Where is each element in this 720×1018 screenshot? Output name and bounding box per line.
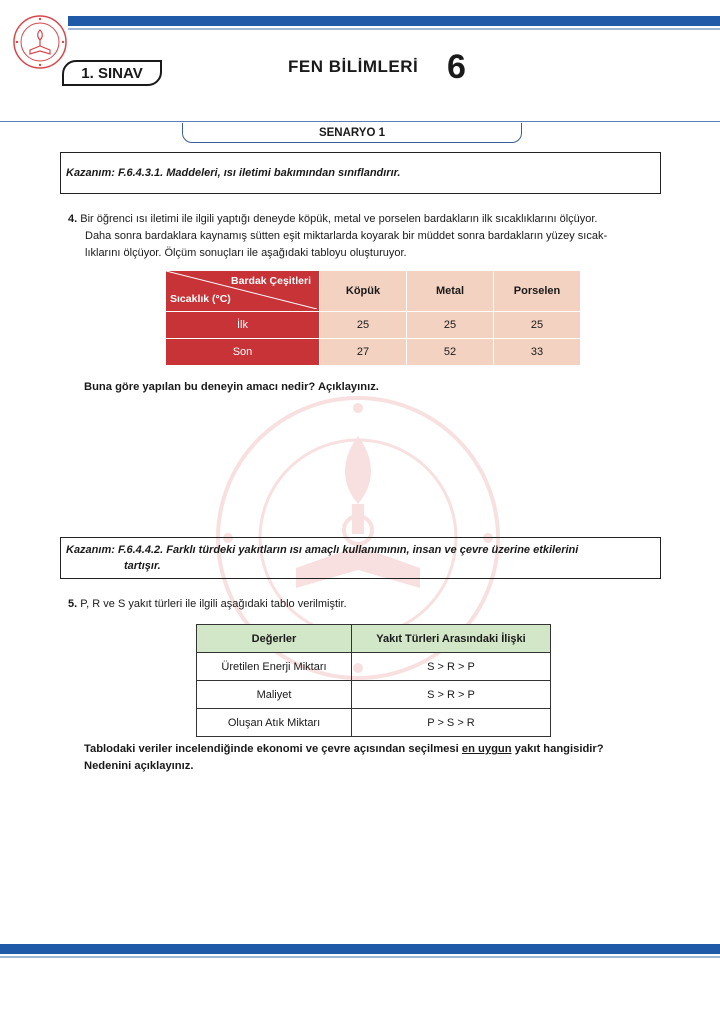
prompt-part: yakıt hangisidir? xyxy=(511,743,604,755)
scenario-title: SENARYO 1 xyxy=(182,123,522,143)
kazanim-line-2: tartışır. xyxy=(124,560,161,572)
prompt-part: Tablodaki veriler incelendiğinde ekonomi ve çevre açısından seçilmesi xyxy=(84,743,462,755)
table-row xyxy=(197,653,551,681)
exam-label: 1. SINAV xyxy=(62,60,162,86)
separator-line xyxy=(0,121,720,122)
table-cell: S > R > P xyxy=(352,681,551,709)
top-line xyxy=(68,28,720,30)
table-cell: 25 xyxy=(320,312,407,339)
question-number: 5. xyxy=(68,598,78,610)
corner-bottom-label: Sıcaklık (°C) xyxy=(170,293,231,305)
bottom-line xyxy=(0,956,720,958)
table-row xyxy=(166,339,581,366)
table-row xyxy=(197,709,551,737)
table-cell: Maliyet xyxy=(197,681,352,709)
table-row xyxy=(166,312,581,339)
column-header: Yakıt Türleri Arasındaki İlişki xyxy=(352,625,551,653)
kazanim-box-1: Kazanım: F.6.4.3.1. Maddeleri, ısı iletimi bakımından sınıflandırır. xyxy=(60,152,661,194)
question-line: Daha sonra bardaklara kaynamış sütten eşit miktarlarda koyarak bir müddet sonra bardakların yüzey sıcak- xyxy=(85,230,608,242)
table-cell: S > R > P xyxy=(352,653,551,681)
fuel-table xyxy=(196,624,551,737)
question-4-prompt: Buna göre yapılan bu deneyin amacı nedir? Açıklayınız. xyxy=(84,381,379,393)
table-cell: 25 xyxy=(407,312,494,339)
subject-title: FEN BİLİMLERİ xyxy=(288,57,419,76)
column-header: Köpük xyxy=(320,271,407,312)
table-row xyxy=(197,681,551,709)
question-number: 4. xyxy=(68,213,78,225)
column-header: Değerler xyxy=(197,625,352,653)
row-header: İlk xyxy=(166,312,320,339)
question-5-prompt xyxy=(84,741,604,775)
meb-logo-icon xyxy=(12,14,68,70)
bottom-bar xyxy=(0,944,720,954)
table-corner-cell xyxy=(166,271,320,312)
row-header: Son xyxy=(166,339,320,366)
prompt-line-2: Nedenini açıklayınız. xyxy=(84,760,194,772)
grade-number: 6 xyxy=(447,48,466,86)
prompt-underlined: en uygun xyxy=(461,743,512,755)
question-text: P, R ve S yakıt türleri ile ilgili aşağıdaki tablo verilmiştir. xyxy=(80,598,347,610)
question-5 xyxy=(68,596,347,613)
kazanim-line-1: Kazanım: F.6.4.4.2. Farklı türdeki yakıtların ısı amaçlı kullanımının, insan ve çevre üzerine etkilerini xyxy=(66,544,579,556)
question-4 xyxy=(68,211,668,262)
table-cell: Oluşan Atık Miktarı xyxy=(197,709,352,737)
question-line: lıklarını ölçüyor. Ölçüm sonuçları ile aşağıdaki tabloyu oluşturuyor. xyxy=(85,247,407,259)
table-cell: 52 xyxy=(407,339,494,366)
table-cell: Üretilen Enerji Miktarı xyxy=(197,653,352,681)
kazanim-box-2 xyxy=(60,537,661,579)
temperature-table xyxy=(165,270,581,366)
column-header: Metal xyxy=(407,271,494,312)
question-line: Bir öğrenci ısı iletimi ile ilgili yaptığı deneyde köpük, metal ve porselen bardakların ilk sıcaklıklarını ölçüyor. xyxy=(80,213,598,225)
top-bar xyxy=(68,16,720,26)
table-cell: P > S > R xyxy=(352,709,551,737)
corner-top-label: Bardak Çeşitleri xyxy=(231,275,311,287)
table-cell: 27 xyxy=(320,339,407,366)
table-cell: 33 xyxy=(494,339,581,366)
table-cell: 25 xyxy=(494,312,581,339)
column-header: Porselen xyxy=(494,271,581,312)
